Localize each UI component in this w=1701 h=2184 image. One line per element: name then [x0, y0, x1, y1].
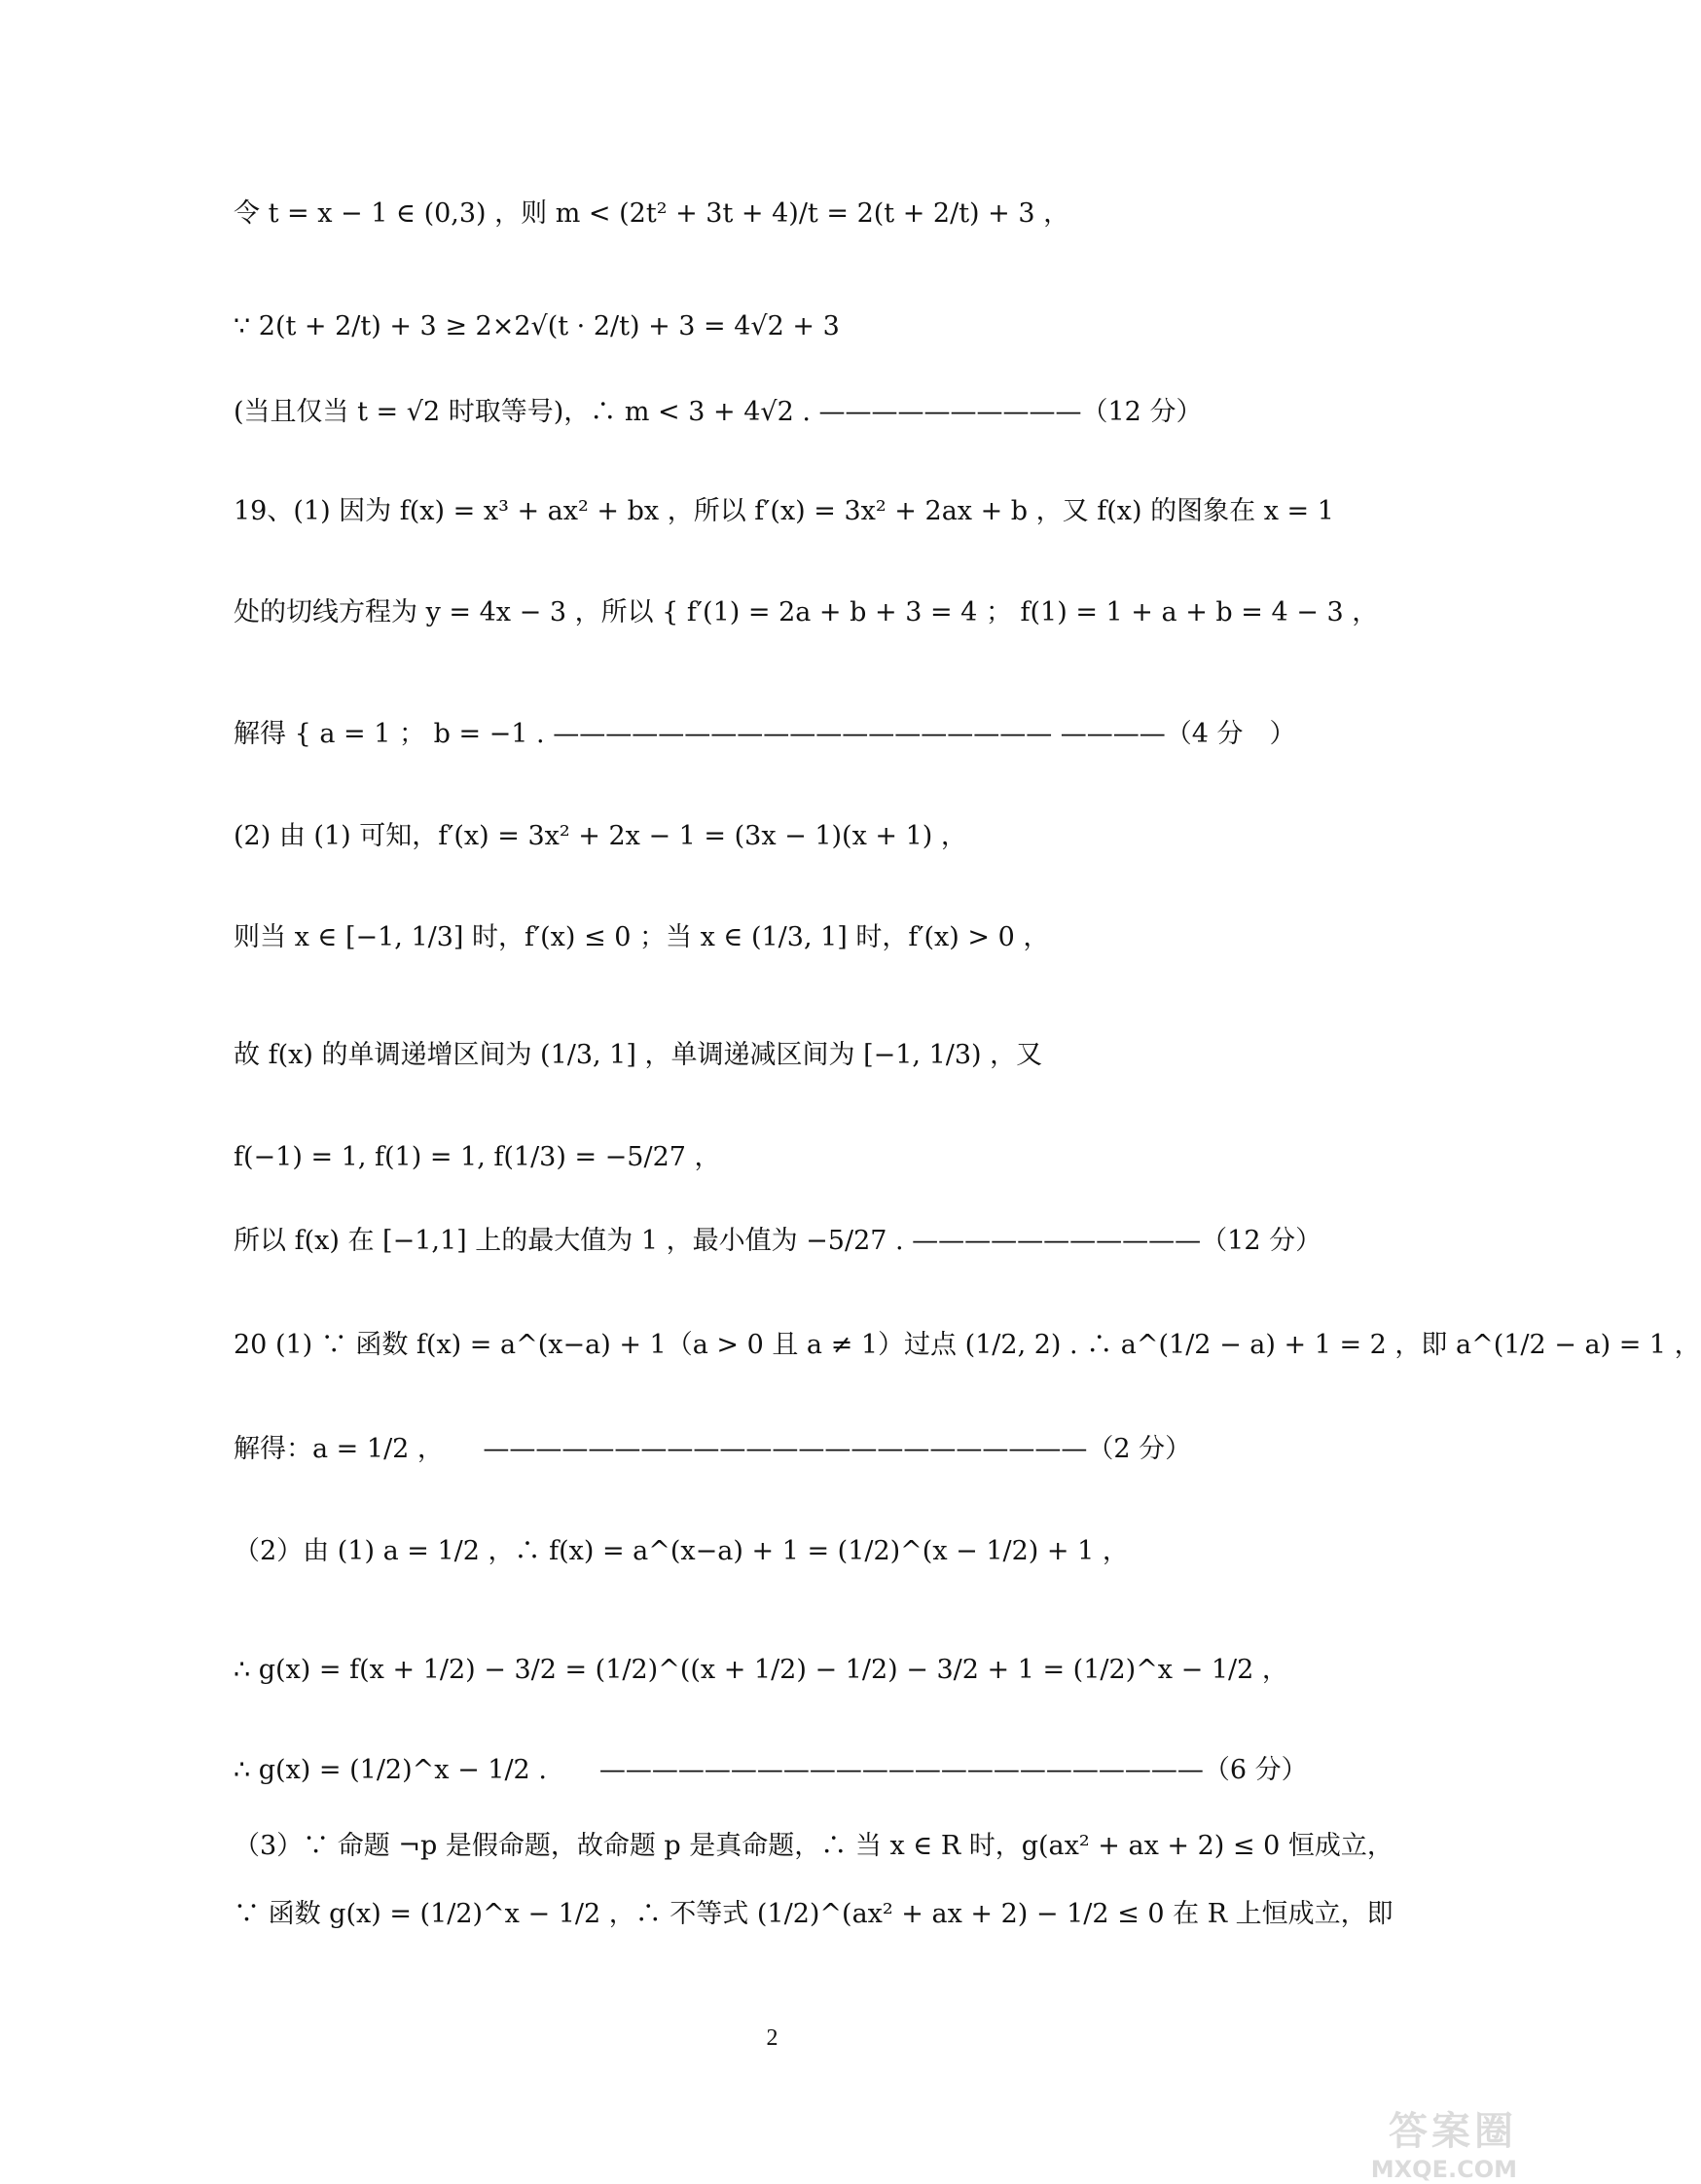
solution-line: 处的切线方程为 y = 4x − 3 ，所以 { f′(1) = 2a + b + 3 = 4 ； f(1) = 1 + a + b = 4 − 3 ，	[234, 597, 1379, 627]
solution-line: （2）由 (1) a = 1/2 ，∴ f(x) = a^(x−a) + 1 = (1/2)^(x − 1/2) + 1 ，	[234, 1536, 1129, 1566]
watermark-site: MXQE.COM	[1370, 2156, 1517, 2183]
solution-line: 令 t = x − 1 ∈ (0,3) ，则 m < (2t² + 3t + 4)/t = 2(t + 2/t) + 3 ，	[234, 198, 1070, 229]
solution-line: 解得：a = 1/2 ， ———————————————————————（2 分）	[234, 1434, 1192, 1464]
watermark-logo: 答案圈	[1389, 2109, 1517, 2154]
solution-line: (当且仅当 t = √2 时取等号)，∴ m < 3 + 4√2 . ——————————（12 分）	[234, 397, 1203, 427]
solution-line: ∵ 函数 g(x) = (1/2)^x − 1/2 ，∴ 不等式 (1/2)^(ax² + ax + 2) − 1/2 ≤ 0 在 R 上恒成立，即	[234, 1899, 1393, 1929]
solution-line: ∴ g(x) = f(x + 1/2) − 3/2 = (1/2)^((x + 1/2) − 1/2) − 3/2 + 1 = (1/2)^x − 1/2 ，	[234, 1655, 1288, 1685]
solution-line: 所以 f(x) 在 [−1,1] 上的最大值为 1 ，最小值为 −5/27 . ———————————（12 分）	[234, 1226, 1322, 1256]
solution-line: 则当 x ∈ [−1, 1/3] 时，f′(x) ≤ 0 ；当 x ∈ (1/3, 1] 时，f′(x) > 0 ，	[234, 922, 1050, 952]
solution-line: ∴ g(x) = (1/2)^x − 1/2 . ———————————————————————（6 分）	[234, 1755, 1308, 1785]
solution-line: f(−1) = 1, f(1) = 1, f(1/3) = −5/27 ，	[234, 1142, 721, 1172]
watermark	[1322, 2100, 1517, 2183]
page-number: 2	[766, 2025, 778, 2051]
solution-line: ∵ 2(t + 2/t) + 3 ≥ 2×2√(t · 2/t) + 3 = 4√2 + 3	[234, 311, 840, 341]
solution-line: 故 f(x) 的单调递增区间为 (1/3, 1] ，单调递减区间为 [−1, 1/3) ，又	[234, 1040, 1043, 1070]
solution-line: 解得 { a = 1 ； b = −1 . ——————————————————— ————（4 分 ）	[234, 719, 1296, 749]
solution-line: (2) 由 (1) 可知，f′(x) = 3x² + 2x − 1 = (3x − 1)(x + 1) ，	[234, 821, 967, 851]
solution-line: （3）∵ 命题 ¬p 是假命题，故命题 p 是真命题，∴ 当 x ∈ R 时，g(ax² + ax + 2) ≤ 0 恒成立，	[234, 1831, 1393, 1861]
solution-line: 20 (1) ∵ 函数 f(x) = a^(x−a) + 1（a > 0 且 a ≠ 1）过点 (1/2, 2) . ∴ a^(1/2 − a) + 1 = 2 ，即 a^(1/2 − a) = 1 ，	[234, 1330, 1701, 1360]
solution-line: 19、(1) 因为 f(x) = x³ + ax² + bx ，所以 f′(x) = 3x² + 2ax + b ，又 f(x) 的图象在 x = 1	[234, 496, 1334, 526]
